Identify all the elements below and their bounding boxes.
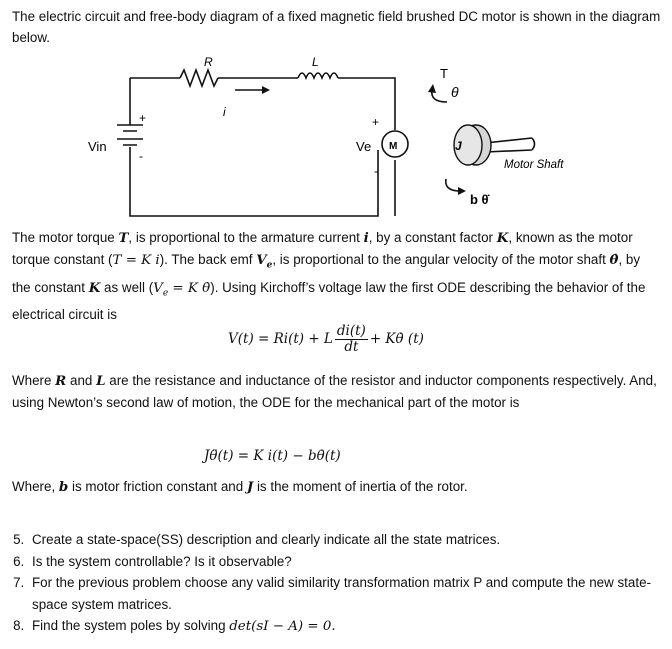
battery-minus: - [139,149,143,163]
resistor-label: R [204,55,213,69]
question-8: 8. Find the system poles by solving det(sI − A) = 0. [28,615,668,638]
resistance-paragraph: Where R and L are the resistance and inductance of the resistor and inductor components respectively. And, using Newton’s second law of motion, the ODE for the mechanical part of the motor is [12,373,657,410]
question-6: 6. Is the system controllable? Is it observable? [28,551,668,573]
kvl-equation: V(t) = Ri(t) + L $\frac{di(t)}{dt}$ + Kθ̇ (t) [228,323,424,355]
intro-text: The electric circuit and free-body diagram of a fixed magnetic field brushed DC motor is shown in the diagram below. [12,9,661,45]
back-emf-label: Ve [356,139,372,154]
battery-symbol [117,125,143,145]
resistor-symbol [180,70,218,86]
shaft-label: Motor Shaft [504,159,564,171]
battery-plus: + [139,111,147,125]
questions-list [6,529,668,638]
source-label: Vin [88,139,107,154]
motor-minus: - [374,164,378,178]
torque-paragraph: The motor torque T, is proportional to the armature current i, by a constant factor K, known as the motor torque constant (T = K i). The back emf $V_e$, is proportional to the angular velocity of the motor shaft θ̇, by the constant K as well ($V_e = K$ θ̇). Using Kirchoff’s voltage law the first ODE describing the behavior of the electrical circuit is [12,230,646,323]
newton-equation: Jθ̈(t) = K i(t) − bθ̇(t) [204,448,341,464]
inertia-label: J [455,139,462,153]
friction-paragraph: Where, b is motor friction constant and J is the moment of inertia of the rotor. [12,479,468,495]
inductor-symbol [298,73,338,78]
motor-label: M [389,141,398,152]
motor-plus: + [372,115,380,129]
torque-label: T [440,66,448,81]
question-5: 5. Create a state-space(SS) description and clearly indicate all the state matrices. [28,529,668,551]
inductor-label: L [312,55,319,69]
friction-label: b θ̇ [470,192,489,207]
theta-label: θ [451,84,459,100]
question-7: 7. For the previous problem choose any valid similarity transformation matrix P and compute the new state-space system matrices. [28,572,668,615]
current-label: i [223,105,226,119]
